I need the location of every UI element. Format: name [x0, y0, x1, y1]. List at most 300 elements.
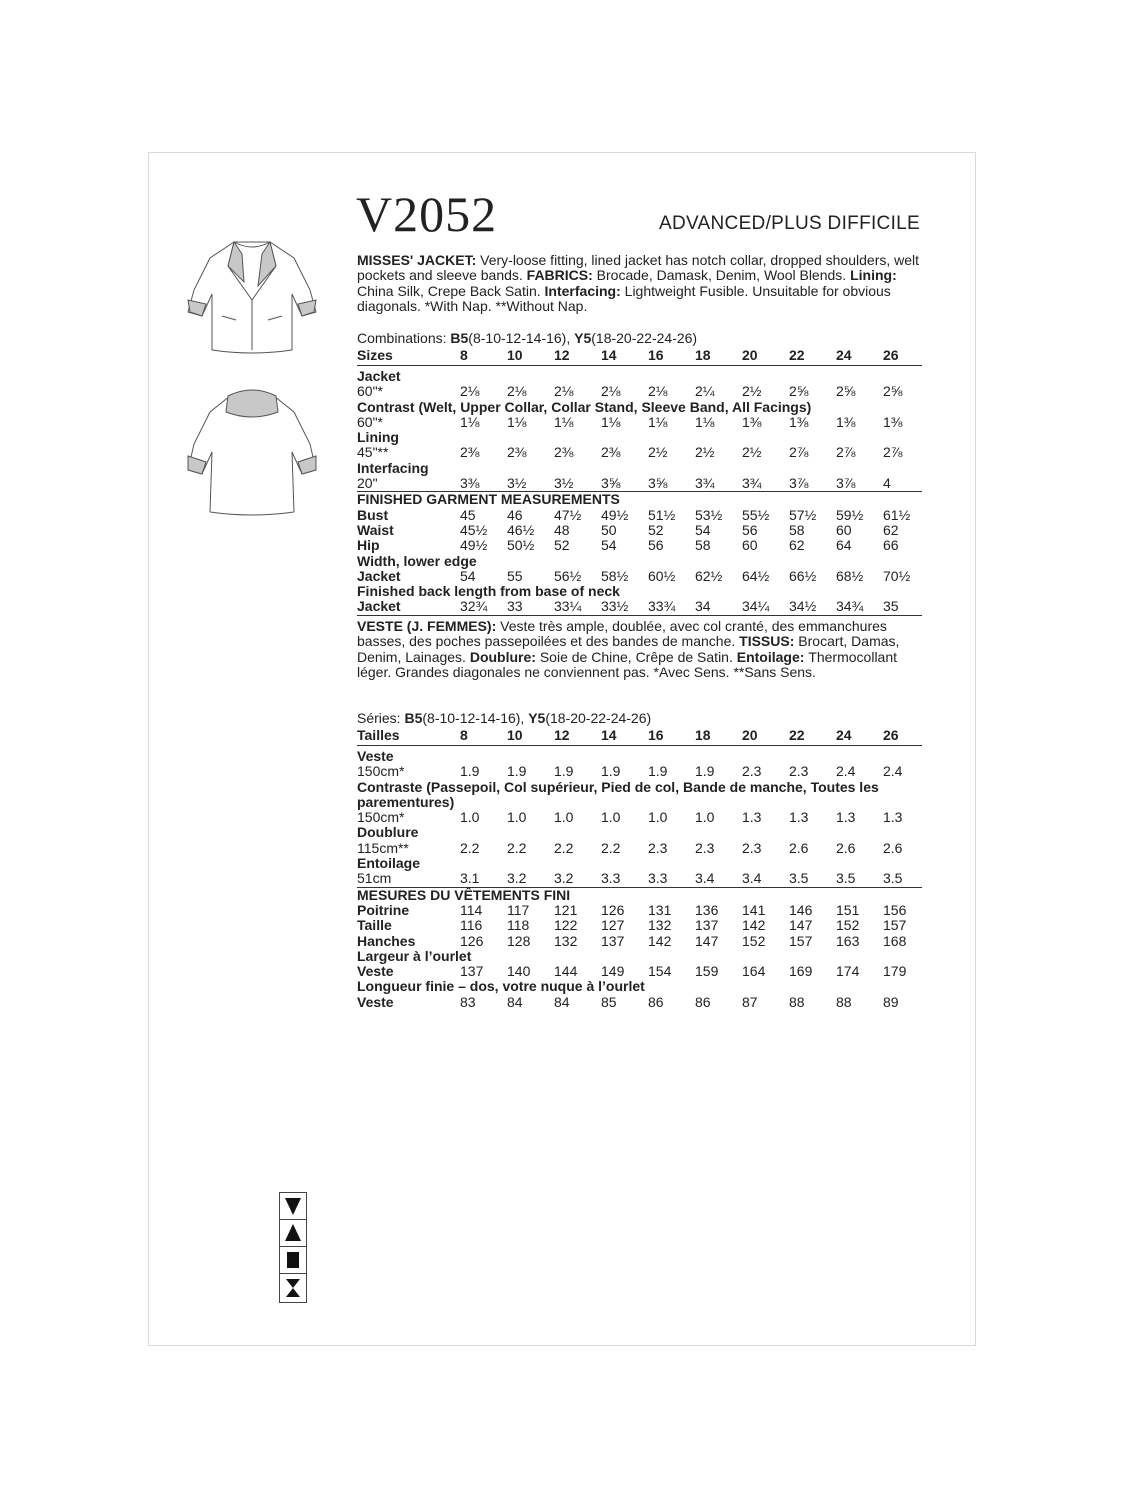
table-cell: 1.0	[507, 809, 527, 826]
table-cell: 58	[789, 521, 805, 538]
table-cell: 54	[460, 567, 476, 584]
section-heading: Longueur finie – dos, votre nuque à l’ourlet	[357, 978, 645, 995]
section-heading: Largeur à l’ourlet	[357, 947, 472, 964]
table-cell: 3¾	[742, 475, 762, 492]
table-row	[357, 523, 922, 538]
table-row	[357, 764, 922, 779]
table-cell: 70½	[883, 567, 911, 584]
combinations-label: Combinations:	[357, 330, 451, 346]
table-cell: 149	[601, 963, 625, 980]
table-cell: 45	[460, 506, 476, 523]
table-cell: 2⅞	[836, 444, 856, 461]
combination-code: B5	[450, 330, 469, 346]
table-cell: 2⅛	[460, 383, 480, 400]
table-cell: 10	[507, 347, 523, 363]
combination-sizes: (8-10-12-14-16),	[468, 330, 575, 346]
table-cell: 2½	[742, 383, 762, 400]
table-cell: 137	[695, 917, 719, 934]
section-heading-row	[357, 780, 922, 795]
table-cell: 24	[836, 347, 852, 363]
table-cell: 3⅝	[601, 475, 621, 492]
table-cell: 114	[460, 901, 483, 918]
row-label: 51cm	[357, 870, 392, 887]
table-row	[357, 810, 922, 825]
table-cell: 47½	[554, 506, 582, 523]
table-cell: 2⅛	[648, 383, 668, 400]
table-cell: 57½	[789, 506, 817, 523]
table-cell: 3.3	[601, 870, 621, 887]
row-label: Tailles	[357, 727, 400, 743]
table-cell: 34¾	[836, 598, 864, 615]
table-cell: 141	[742, 901, 766, 918]
section-heading-row	[357, 888, 922, 903]
section-heading-row	[357, 795, 922, 810]
table-cell: 132	[648, 917, 672, 934]
table-cell: 157	[789, 932, 813, 949]
symbol-key	[279, 1192, 307, 1303]
table-cell: 1.3	[836, 809, 856, 826]
table-row	[357, 415, 922, 430]
table-cell: 56	[742, 521, 758, 538]
row-label: Hanches	[357, 932, 416, 949]
section-heading: Interfacing	[357, 459, 429, 476]
table-cell: 2.2	[554, 839, 574, 856]
table-row	[357, 599, 922, 615]
table-cell: 66	[883, 537, 899, 554]
table-cell: 51½	[648, 506, 676, 523]
table-cell: 152	[742, 932, 766, 949]
row-label: 150cm*	[357, 809, 405, 826]
table-row	[357, 934, 922, 949]
table-cell: 2.3	[742, 839, 762, 856]
table-cell: 34	[695, 598, 711, 615]
table-cell: 1.0	[554, 809, 574, 826]
table-cell: 2.3	[742, 763, 762, 780]
table-cell: 60	[836, 521, 852, 538]
table-cell: 2.2	[460, 839, 480, 856]
table-cell: 2.3	[648, 839, 668, 856]
combinations-label: Séries:	[357, 710, 405, 726]
table-cell: 16	[648, 727, 664, 743]
table-cell: 20	[742, 347, 758, 363]
table-cell: 3⅞	[836, 475, 856, 492]
table-cell: 1.3	[789, 809, 809, 826]
section-heading-row	[357, 979, 922, 994]
table-cell: 32¾	[460, 598, 488, 615]
section-heading: Lining	[357, 429, 399, 446]
table-cell: 157	[883, 917, 907, 934]
table-cell: 1.3	[883, 809, 903, 826]
description-heading: VESTE (J. FEMMES):	[357, 618, 501, 634]
table-cell: 14	[601, 347, 617, 363]
table-cell: 2½	[695, 444, 715, 461]
table-cell: 59½	[836, 506, 864, 523]
table-cell: 56	[648, 537, 664, 554]
jacket-back-sketch	[182, 382, 322, 522]
description-heading: TISSUS:	[739, 633, 799, 650]
description-text: China Silk, Crepe Back Satin.	[357, 282, 545, 299]
row-label: Taille	[357, 917, 392, 934]
table-cell: 33¼	[554, 598, 582, 615]
table-cell: 118	[507, 917, 530, 934]
table-cell: 3.4	[695, 870, 715, 887]
table-cell: 3.5	[789, 870, 809, 887]
table-cell: 2⅝	[789, 383, 809, 400]
table-cell: 3½	[554, 475, 574, 492]
table-cell: 137	[601, 932, 625, 949]
table-cell: 50	[601, 521, 617, 538]
combination-sizes: (8-10-12-14-16),	[422, 710, 529, 726]
table-cell: 127	[601, 917, 625, 934]
table-cell: 131	[648, 901, 672, 918]
table-cell: 52	[554, 537, 570, 554]
table-cell: 60	[742, 537, 758, 554]
table-cell: 18	[695, 347, 711, 363]
table-cell: 117	[507, 901, 530, 918]
table-cell: 1⅜	[836, 413, 856, 430]
table-cell: 86	[695, 993, 711, 1010]
table-cell: 126	[601, 901, 625, 918]
table-cell: 1⅛	[601, 413, 621, 430]
section-heading-row	[357, 400, 922, 415]
table-cell: 89	[883, 993, 899, 1010]
table-row	[357, 508, 922, 523]
table-cell: 87	[742, 993, 758, 1010]
jacket-front-sketch	[182, 220, 322, 360]
table-cell: 132	[554, 932, 578, 949]
french-size-table	[357, 728, 922, 1010]
table-cell: 2⅝	[883, 383, 903, 400]
table-row	[357, 538, 922, 553]
table-cell: 50½	[507, 537, 535, 554]
combination-sizes: (18-20-22-24-26)	[591, 330, 698, 346]
section-heading: Contraste (Passepoil, Col supérieur, Pied de col, Bande de manche, Toutes les	[357, 778, 879, 795]
table-cell: 1.0	[601, 809, 621, 826]
description-heading: Interfacing:	[544, 282, 625, 299]
description-heading: Entoilage:	[736, 648, 809, 665]
description-heading: FABRICS:	[526, 267, 597, 284]
section-heading-row	[357, 749, 922, 764]
row-label: 150cm*	[357, 763, 405, 780]
table-cell: 136	[695, 901, 719, 918]
english-size-table	[357, 348, 922, 616]
table-cell: 54	[695, 521, 711, 538]
table-cell: 156	[883, 901, 907, 918]
row-label: 60"*	[357, 413, 383, 430]
sizes-header-row	[357, 728, 922, 746]
table-cell: 4	[883, 475, 891, 492]
hourglass-icon	[280, 1274, 306, 1301]
table-cell: 66½	[789, 567, 817, 584]
combination-code: B5	[404, 710, 423, 726]
table-cell: 1⅜	[883, 413, 903, 430]
table-cell: 33	[507, 598, 523, 615]
table-cell: 88	[836, 993, 852, 1010]
table-cell: 1.0	[460, 809, 480, 826]
triangle-down-icon	[280, 1193, 306, 1220]
table-cell: 3.4	[742, 870, 762, 887]
square-icon	[280, 1247, 306, 1274]
section-heading-row	[357, 369, 922, 384]
section-heading: Jacket	[357, 368, 401, 384]
table-cell: 2⅜	[507, 444, 527, 461]
table-cell: 62	[883, 521, 899, 538]
table-cell: 58	[695, 537, 711, 554]
row-label: Veste	[357, 963, 394, 980]
table-cell: 154	[648, 963, 672, 980]
combination-code: Y5	[528, 710, 546, 726]
table-cell: 1.3	[742, 809, 762, 826]
table-cell: 2½	[742, 444, 762, 461]
table-cell: 179	[883, 963, 907, 980]
table-cell: 68½	[836, 567, 864, 584]
table-cell: 2⅛	[507, 383, 527, 400]
table-cell: 33½	[601, 598, 629, 615]
table-cell: 164	[742, 963, 766, 980]
table-cell: 83	[460, 993, 476, 1010]
table-cell: 1⅛	[507, 413, 527, 430]
table-cell: 159	[695, 963, 719, 980]
table-cell: 1.0	[648, 809, 668, 826]
table-cell: 2⅞	[789, 444, 809, 461]
english-combinations	[357, 330, 697, 346]
table-cell: 34¼	[742, 598, 770, 615]
french-description	[357, 619, 922, 680]
section-heading-row	[357, 554, 922, 569]
table-cell: 3.5	[836, 870, 856, 887]
section-heading-row	[357, 825, 922, 840]
row-label: Sizes	[357, 347, 393, 363]
table-cell: 147	[789, 917, 813, 934]
triangle-up-icon	[280, 1220, 306, 1247]
row-label: 45"**	[357, 444, 389, 461]
table-cell: 1⅛	[460, 413, 480, 430]
table-cell: 3.3	[648, 870, 668, 887]
section-heading-row	[357, 949, 922, 964]
table-cell: 1.9	[507, 763, 527, 780]
table-row	[357, 841, 922, 856]
table-cell: 84	[507, 993, 523, 1010]
table-cell: 14	[601, 727, 617, 743]
row-label: Poitrine	[357, 901, 410, 918]
table-cell: 55	[507, 567, 523, 584]
table-cell: 1.9	[695, 763, 715, 780]
table-cell: 84	[554, 993, 570, 1010]
description-text: Brocade, Damask, Denim, Wool Blends.	[596, 267, 851, 284]
section-heading-row	[357, 430, 922, 445]
section-heading-row	[357, 461, 922, 476]
table-cell: 1⅜	[789, 413, 809, 430]
section-heading: parementures)	[357, 793, 455, 810]
table-row	[357, 871, 922, 887]
table-cell: 3¾	[695, 475, 715, 492]
table-cell: 2½	[648, 444, 668, 461]
table-cell: 2¼	[695, 383, 715, 400]
table-cell: 8	[460, 347, 468, 363]
table-cell: 2.6	[836, 839, 856, 856]
table-cell: 8	[460, 727, 468, 743]
table-cell: 22	[789, 727, 805, 743]
table-row	[357, 476, 922, 492]
table-cell: 174	[836, 963, 860, 980]
table-cell: 116	[460, 917, 483, 934]
table-cell: 3⅝	[648, 475, 668, 492]
section-heading: Doublure	[357, 824, 419, 841]
table-cell: 12	[554, 347, 570, 363]
table-cell: 86	[648, 993, 664, 1010]
table-cell: 88	[789, 993, 805, 1010]
table-cell: 163	[836, 932, 860, 949]
table-cell: 2.2	[507, 839, 527, 856]
table-cell: 3⅜	[460, 475, 480, 492]
table-cell: 1⅜	[742, 413, 762, 430]
table-cell: 1.9	[601, 763, 621, 780]
table-cell: 168	[883, 932, 907, 949]
description-heading: Lining:	[850, 267, 897, 284]
table-cell: 53½	[695, 506, 723, 523]
table-cell: 55½	[742, 506, 770, 523]
table-cell: 144	[554, 963, 578, 980]
table-cell: 2⅜	[554, 444, 574, 461]
description-text: Soie de Chine, Crêpe de Satin.	[539, 648, 737, 665]
table-row	[357, 995, 922, 1010]
section-heading: Veste	[357, 748, 394, 764]
table-cell: 126	[460, 932, 484, 949]
table-cell: 48	[554, 521, 570, 538]
table-cell: 54	[601, 537, 617, 554]
table-row	[357, 384, 922, 399]
section-heading: Entoilage	[357, 855, 421, 872]
table-cell: 20	[742, 727, 758, 743]
table-cell: 142	[648, 932, 672, 949]
pattern-number: V2052	[356, 186, 498, 242]
table-cell: 3.2	[554, 870, 574, 887]
table-cell: 46½	[507, 521, 535, 538]
table-cell: 3⅞	[789, 475, 809, 492]
table-cell: 85	[601, 993, 617, 1010]
table-cell: 64½	[742, 567, 770, 584]
section-heading: Contrast (Welt, Upper Collar, Collar Stand, Sleeve Band, All Facings)	[357, 398, 812, 415]
table-cell: 62	[789, 537, 805, 554]
table-cell: 2.6	[883, 839, 903, 856]
row-label: Waist	[357, 521, 394, 538]
table-cell: 46	[507, 506, 523, 523]
table-cell: 2.4	[883, 763, 903, 780]
table-cell: 152	[836, 917, 860, 934]
table-cell: 151	[836, 901, 860, 918]
table-cell: 45½	[460, 521, 488, 538]
section-heading-row	[357, 856, 922, 871]
table-cell: 22	[789, 347, 805, 363]
table-cell: 169	[789, 963, 813, 980]
table-cell: 58½	[601, 567, 629, 584]
table-cell: 1.9	[554, 763, 574, 780]
description-heading: Doublure:	[469, 648, 540, 665]
table-cell: 2.3	[789, 763, 809, 780]
table-cell: 2⅜	[601, 444, 621, 461]
table-cell: 3.2	[507, 870, 527, 887]
table-cell: 1⅛	[554, 413, 574, 430]
table-cell: 128	[507, 932, 531, 949]
description-text: Veste très ample, doublée, avec col cranté, des emmanchures basses, des poches passepoilées et des bandes de manche.	[357, 618, 887, 650]
english-description	[357, 253, 922, 314]
table-cell: 146	[789, 901, 813, 918]
table-cell: 60½	[648, 567, 676, 584]
table-cell: 12	[554, 727, 570, 743]
table-cell: 2⅜	[460, 444, 480, 461]
row-label: Jacket	[357, 567, 401, 584]
table-cell: 1.9	[460, 763, 480, 780]
row-label: 60"*	[357, 383, 383, 400]
row-label: 115cm**	[357, 839, 409, 856]
table-cell: 3.1	[460, 870, 480, 887]
table-cell: 2⅛	[554, 383, 574, 400]
table-cell: 142	[742, 917, 766, 934]
table-cell: 1.0	[695, 809, 715, 826]
table-row	[357, 445, 922, 460]
table-cell: 2.2	[601, 839, 621, 856]
sizes-header-row	[357, 348, 922, 366]
table-cell: 10	[507, 727, 523, 743]
table-cell: 1.9	[648, 763, 668, 780]
table-cell: 56½	[554, 567, 582, 584]
table-cell: 49½	[460, 537, 488, 554]
table-row	[357, 964, 922, 979]
table-cell: 24	[836, 727, 852, 743]
table-cell: 16	[648, 347, 664, 363]
section-heading: Finished back length from base of neck	[357, 583, 620, 600]
table-cell: 2.4	[836, 763, 856, 780]
table-cell: 3.5	[883, 870, 903, 887]
section-heading: MESURES DU VÊTEMENTS FINI	[357, 886, 571, 903]
table-cell: 2.6	[789, 839, 809, 856]
row-label: Bust	[357, 506, 389, 523]
table-cell: 122	[554, 917, 578, 934]
table-cell: 2⅝	[836, 383, 856, 400]
table-row	[357, 918, 922, 933]
combination-sizes: (18-20-22-24-26)	[545, 710, 652, 726]
difficulty-label: ADVANCED/PLUS DIFFICILE	[659, 213, 920, 234]
table-cell: 121	[554, 901, 578, 918]
table-cell: 2⅞	[883, 444, 903, 461]
table-cell: 1⅛	[695, 413, 715, 430]
section-heading: Width, lower edge	[357, 552, 477, 569]
table-row	[357, 569, 922, 584]
table-cell: 3½	[507, 475, 527, 492]
table-row	[357, 903, 922, 918]
table-cell: 140	[507, 963, 531, 980]
description-text: Very-loose fitting, lined jacket has notch collar, dropped shoulders, welt pockets and sleeve bands.	[357, 252, 920, 284]
table-cell: 61½	[883, 506, 911, 523]
description-text: Brocart, Damas, Denim, Lainages.	[357, 633, 900, 665]
row-label: Hip	[357, 537, 380, 554]
table-cell: 147	[695, 932, 719, 949]
table-cell: 26	[883, 347, 899, 363]
combination-code: Y5	[574, 330, 592, 346]
description-heading: MISSES' JACKET:	[357, 252, 481, 268]
section-heading: FINISHED GARMENT MEASUREMENTS	[357, 491, 620, 508]
row-label: Jacket	[357, 598, 401, 615]
table-cell: 34½	[789, 598, 817, 615]
table-cell: 49½	[601, 506, 629, 523]
table-cell: 35	[883, 598, 899, 615]
table-cell: 18	[695, 727, 711, 743]
table-cell: 2.3	[695, 839, 715, 856]
description-text: Lightweight Fusible. Unsuitable for obvious diagonals. *With Nap. **Without Nap.	[357, 282, 891, 314]
table-cell: 2⅛	[601, 383, 621, 400]
table-cell: 137	[460, 963, 484, 980]
description-text: Thermocollant léger. Grandes diagonales ne conviennent pas. *Avec Sens. **Sans Sens.	[357, 648, 898, 680]
